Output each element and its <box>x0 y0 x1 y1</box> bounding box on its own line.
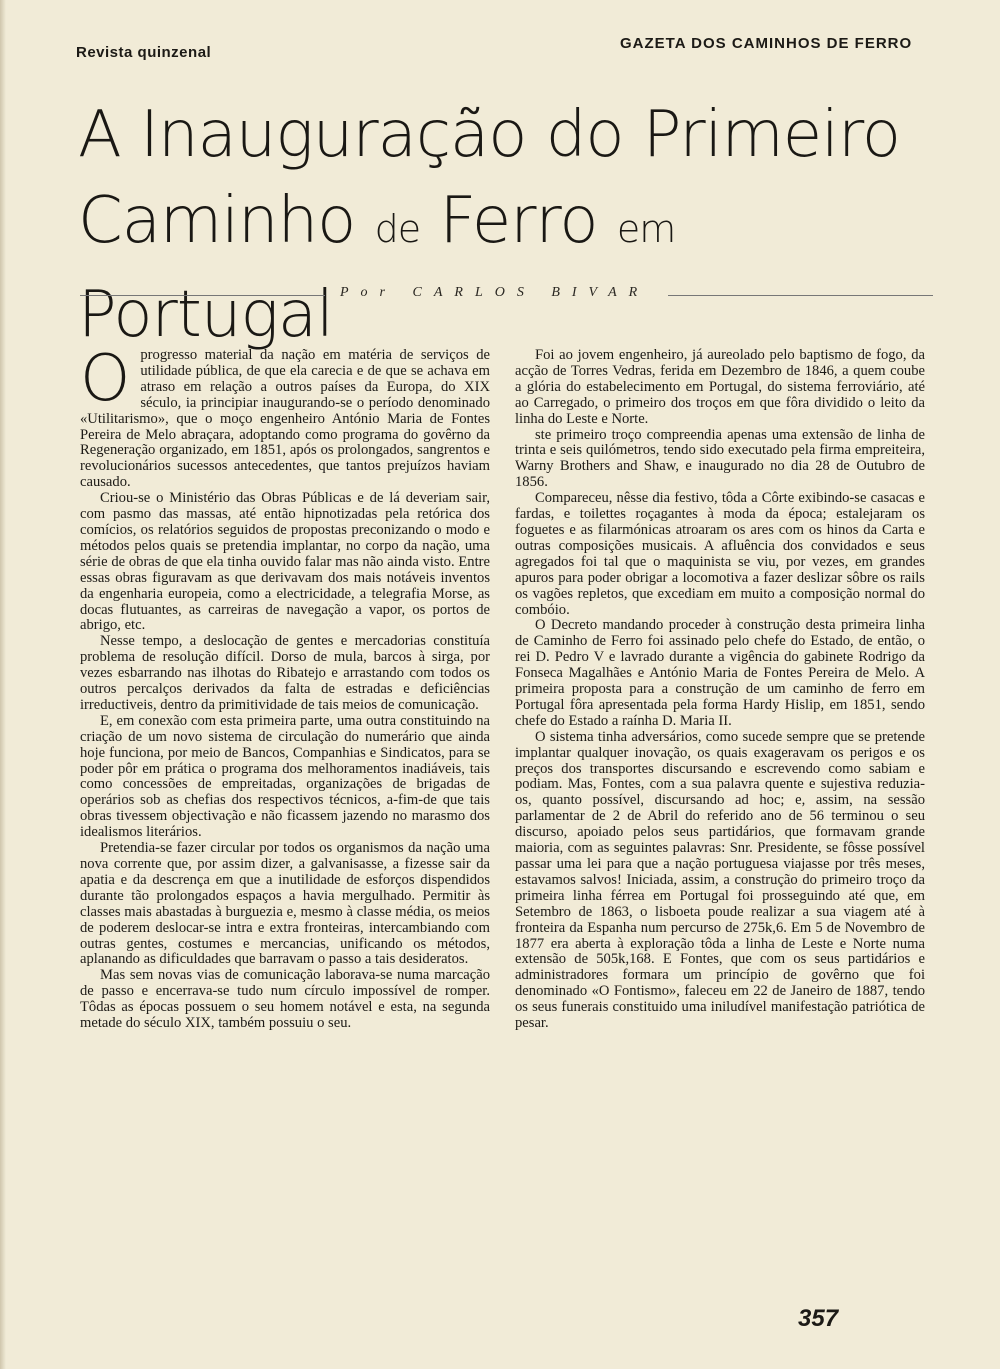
title-line-2 <box>78 178 938 358</box>
running-header-right: GAZETA DOS CAMINHOS DE FERRO <box>620 35 913 52</box>
paragraph: Mas sem novas vias de comunicação laborava-se numa marcação de passo e encerrava-se tudo num círculo impossível de romper. Tôdas as épocas possuem o seu homem notável e esta, na segunda metade do século XIX, também possuiu o seu. <box>80 967 490 1032</box>
title-word-em: em <box>616 207 676 251</box>
paragraph: O Decreto mandando proceder à construção desta primeira linha de Caminho de Ferro foi assinado pelo chefe do Estado, de então, o rei D. Pedro V e lavrado durante a vigência do gabinete Rodrigo da Fonseca Magalhães e António Maria de Fontes Pereira de Melo. A primeira proposta para a construção de um caminho de ferro em Portugal fôra apresentada pela forma Hardy Hislip, em 1851, sendo chefe do Estado a raínha D. Maria II. <box>515 617 925 729</box>
byline-rule-right <box>668 295 933 296</box>
article-title <box>78 92 938 358</box>
paragraph: Nesse tempo, a deslocação de gentes e mercadorias constituía problema de resolução difícil. Dorso de mula, barcos à sirga, por vezes esbarrando nas ilhotas do Ribatejo e arrastando com todos os outros percalços derivados da falta de estradas e deficiências irreductiveis, dentro da primitividade de tais meios de comunicação. <box>80 633 490 713</box>
title-line-1: A Inauguração do Primeiro <box>78 98 900 172</box>
title-word-de: de <box>374 207 421 251</box>
paragraph: Criou-se o Ministério das Obras Públicas e de lá deveriam sair, com pasmo das massas, até então hipnotizadas pela retórica dos comícios, os relatórios seguidos de propostas preconizando o modo e métodos pelos quais se pretendia implantar, no corpo da nação, uma série de obras de que ela tinha ouvido falar mas não ainda visto. Entre essas obras figuravam as que derivavam dos mais notáveis inventos da engenharia europeia, como a electricidade, a telegrafia Morse, as docas flutuantes, as carreiras de navegação a vapor, os portos de abrigo, etc. <box>80 490 490 634</box>
paragraph: Compareceu, nêsse dia festivo, tôda a Côrte exibindo-se casacas e fardas, e toilettes roçagantes à moda da época; estalejaram os foguetes e as filarmónicas atroaram os ares com os hinos da Carta e outras composições musicais. A afluência dos convidados e seus agregados foi tal que o maquinista se viu, por vezes, em grandes apuros para poder obrigar a locomotiva a fazer deslizar sôbre os rails os vagões repletos, que excediam em muito a composição normal do combóio. <box>515 490 925 618</box>
byline-rule-left <box>80 295 325 296</box>
page-number: 357 <box>798 1305 839 1332</box>
paragraph: ste primeiro troço compreendia apenas uma extensão de linha de trinta e seis quilómetros, tendo sido executado pela firma empreiteira, Warny Brothers and Shaw, e inaugurado no dia 28 de Outubro de 1856. <box>515 426 925 491</box>
title-word-ferro: Ferro <box>439 184 598 258</box>
paragraph-text: progresso material da nação em matéria de serviços de utilidade pública, de que ela carecia e de que se achava em atraso em relação a outros países da Europa, do XIX século, ia principiar inaugurando-se o período denominado «Utilitarismo», que o moço engenheiro António Maria de Fontes Pereira de Melo abraçara, adoptando como programa do govêrno da Regeneração organizado, em 1851, após os prolongados, sangrentos e revolucionários sucessos antecedentes, que tantos prejuízos haviam causado. <box>80 347 490 491</box>
title-word-caminho: Caminho <box>78 184 356 258</box>
article-column-right <box>515 348 925 1032</box>
paragraph <box>80 342 490 491</box>
article-column-left <box>80 342 490 1032</box>
drop-cap: O <box>80 342 131 416</box>
paragraph: E, em conexão com esta primeira parte, uma outra constituindo na criação de um novo sistema de circulação do numerário que ainda hoje funciona, por meio de Bancos, Companhias e Sindicatos, para se poder pôr em prática o programa dos melhoramentos inadiáveis, tais como concessões de empreitadas, organizações de brigadas de operários sob as chefias dos respectivos técnicos, a-fim-de que tais obras tivessem objectivação e não ficassem jazendo no marasmo dos idealismos literários. <box>80 712 490 841</box>
running-header-left: Revista quinzenal <box>76 44 212 61</box>
page-binding-edge <box>0 0 6 1369</box>
title-word-portugal: Portugal <box>78 278 333 352</box>
byline: Por CARLOS BIVAR <box>340 285 650 300</box>
paragraph: Pretendia-se fazer circular por todos os organismos da nação uma nova corrente que, por assim dizer, a galvanisasse, a fizesse sair da apatia e da descrença em que a inutilidade de esforços dispendidos durante tão prolongados espaços a havia mergulhado. Permitir às classes mais abastadas à burguezia e, mesmo à classe média, os meios de poderem deslocar-se intra e extra fronteiras, intercambiando com outras gentes, costumes e mercancias, unificando os métodos, aplanando as dificuldades que barravam o passo a tais desideratos. <box>80 840 490 968</box>
paragraph: Foi ao jovem engenheiro, já aureolado pelo baptismo de fogo, da acção de Torres Vedras, ferida em Dezembro de 1846, a quem coube a glória do estabelecimento em Portugal, do sistema ferroviário, até ao Carregado, o primeiro dos troços em que fôra dividido o leito da linha do Leste e Norte. <box>515 347 925 427</box>
paragraph: O sistema tinha adversários, como sucede sempre que se pretende implantar qualquer inovação, os quais exageravam os perigos e os preços dos transportes discursando e escrevendo como sabiam e podiam. Mas, Fontes, com a sua palavra quente e sujestiva reduzia-os, quanto possível, discursando ad hoc; e, assim, na sessão parlamentar de 2 de Abril do referido ano de 56 terminou o seu discurso, apoiado pelos seus partidários, que formavam grande maioria, com as seguintes palavras: Snr. Presidente, se fôsse possível passar uma lei para que a nação portuguesa viajasse por três meses, estavamos salvos! Iniciada, assim, a construção do primeiro troço da primeira linha férrea em Portugal foi prosseguindo até que, em Setembro de 1863, o lisboeta poude realizar a sua viagem até à fronteira da Espanha num percurso de 275k,6. Em 5 de Novembro de 1877 era aberta à exploração tôda a linha de Leste e Norte numa extensão de 505k,168. E Fontes, que com os seus partidários e administradores formara um princípio de govêrno que foi denominado «O Fontismo», faleceu em 22 de Janeiro de 1887, tendo os seus funerais constituido uma iniludível manifestação patriótica de pesar. <box>515 728 925 1032</box>
